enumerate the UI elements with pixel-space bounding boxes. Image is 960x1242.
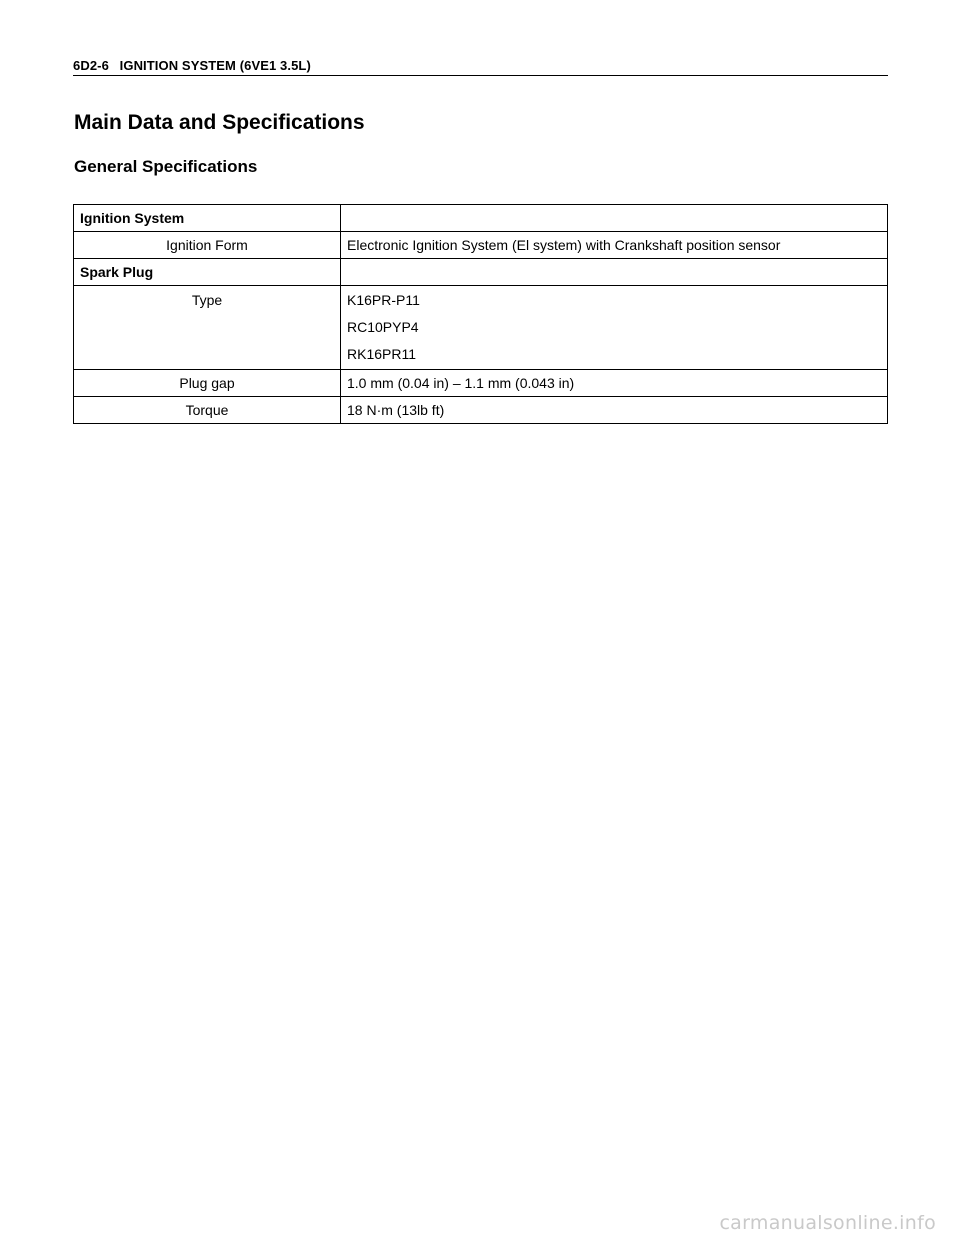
specifications-table xyxy=(73,204,888,424)
row-value-line: RK16PR11 xyxy=(347,346,417,362)
table-row xyxy=(74,397,888,424)
main-title: Main Data and Specifications xyxy=(74,111,365,134)
page-number: 6D2-6 xyxy=(73,58,109,73)
section-label: Ignition System xyxy=(74,205,341,232)
table-row xyxy=(74,232,888,259)
row-label: Torque xyxy=(74,397,341,424)
table-section-row xyxy=(74,205,888,232)
row-label: Type xyxy=(74,286,341,370)
row-value-line: K16PR-P11 xyxy=(347,292,420,308)
row-label: Ignition Form xyxy=(74,232,341,259)
watermark-text: carmanualsonline.info xyxy=(719,1212,936,1234)
section-value-empty xyxy=(341,259,888,286)
row-value-line: RC10PYP4 xyxy=(347,319,419,335)
table-section-row xyxy=(74,259,888,286)
sub-title: General Specifications xyxy=(74,157,258,176)
row-value: 1.0 mm (0.04 in) – 1.1 mm (0.043 in) xyxy=(341,370,888,397)
section-label: Spark Plug xyxy=(74,259,341,286)
row-value: Electronic Ignition System (El system) with Crankshaft position sensor xyxy=(341,232,888,259)
row-label: Plug gap xyxy=(74,370,341,397)
table-row xyxy=(74,286,888,370)
table-row xyxy=(74,370,888,397)
page-header xyxy=(73,58,888,76)
row-value xyxy=(341,286,888,370)
section-title: IGNITION SYSTEM (6VE1 3.5L) xyxy=(119,58,311,73)
section-value-empty xyxy=(341,205,888,232)
row-value: 18 N·m (13lb ft) xyxy=(341,397,888,424)
